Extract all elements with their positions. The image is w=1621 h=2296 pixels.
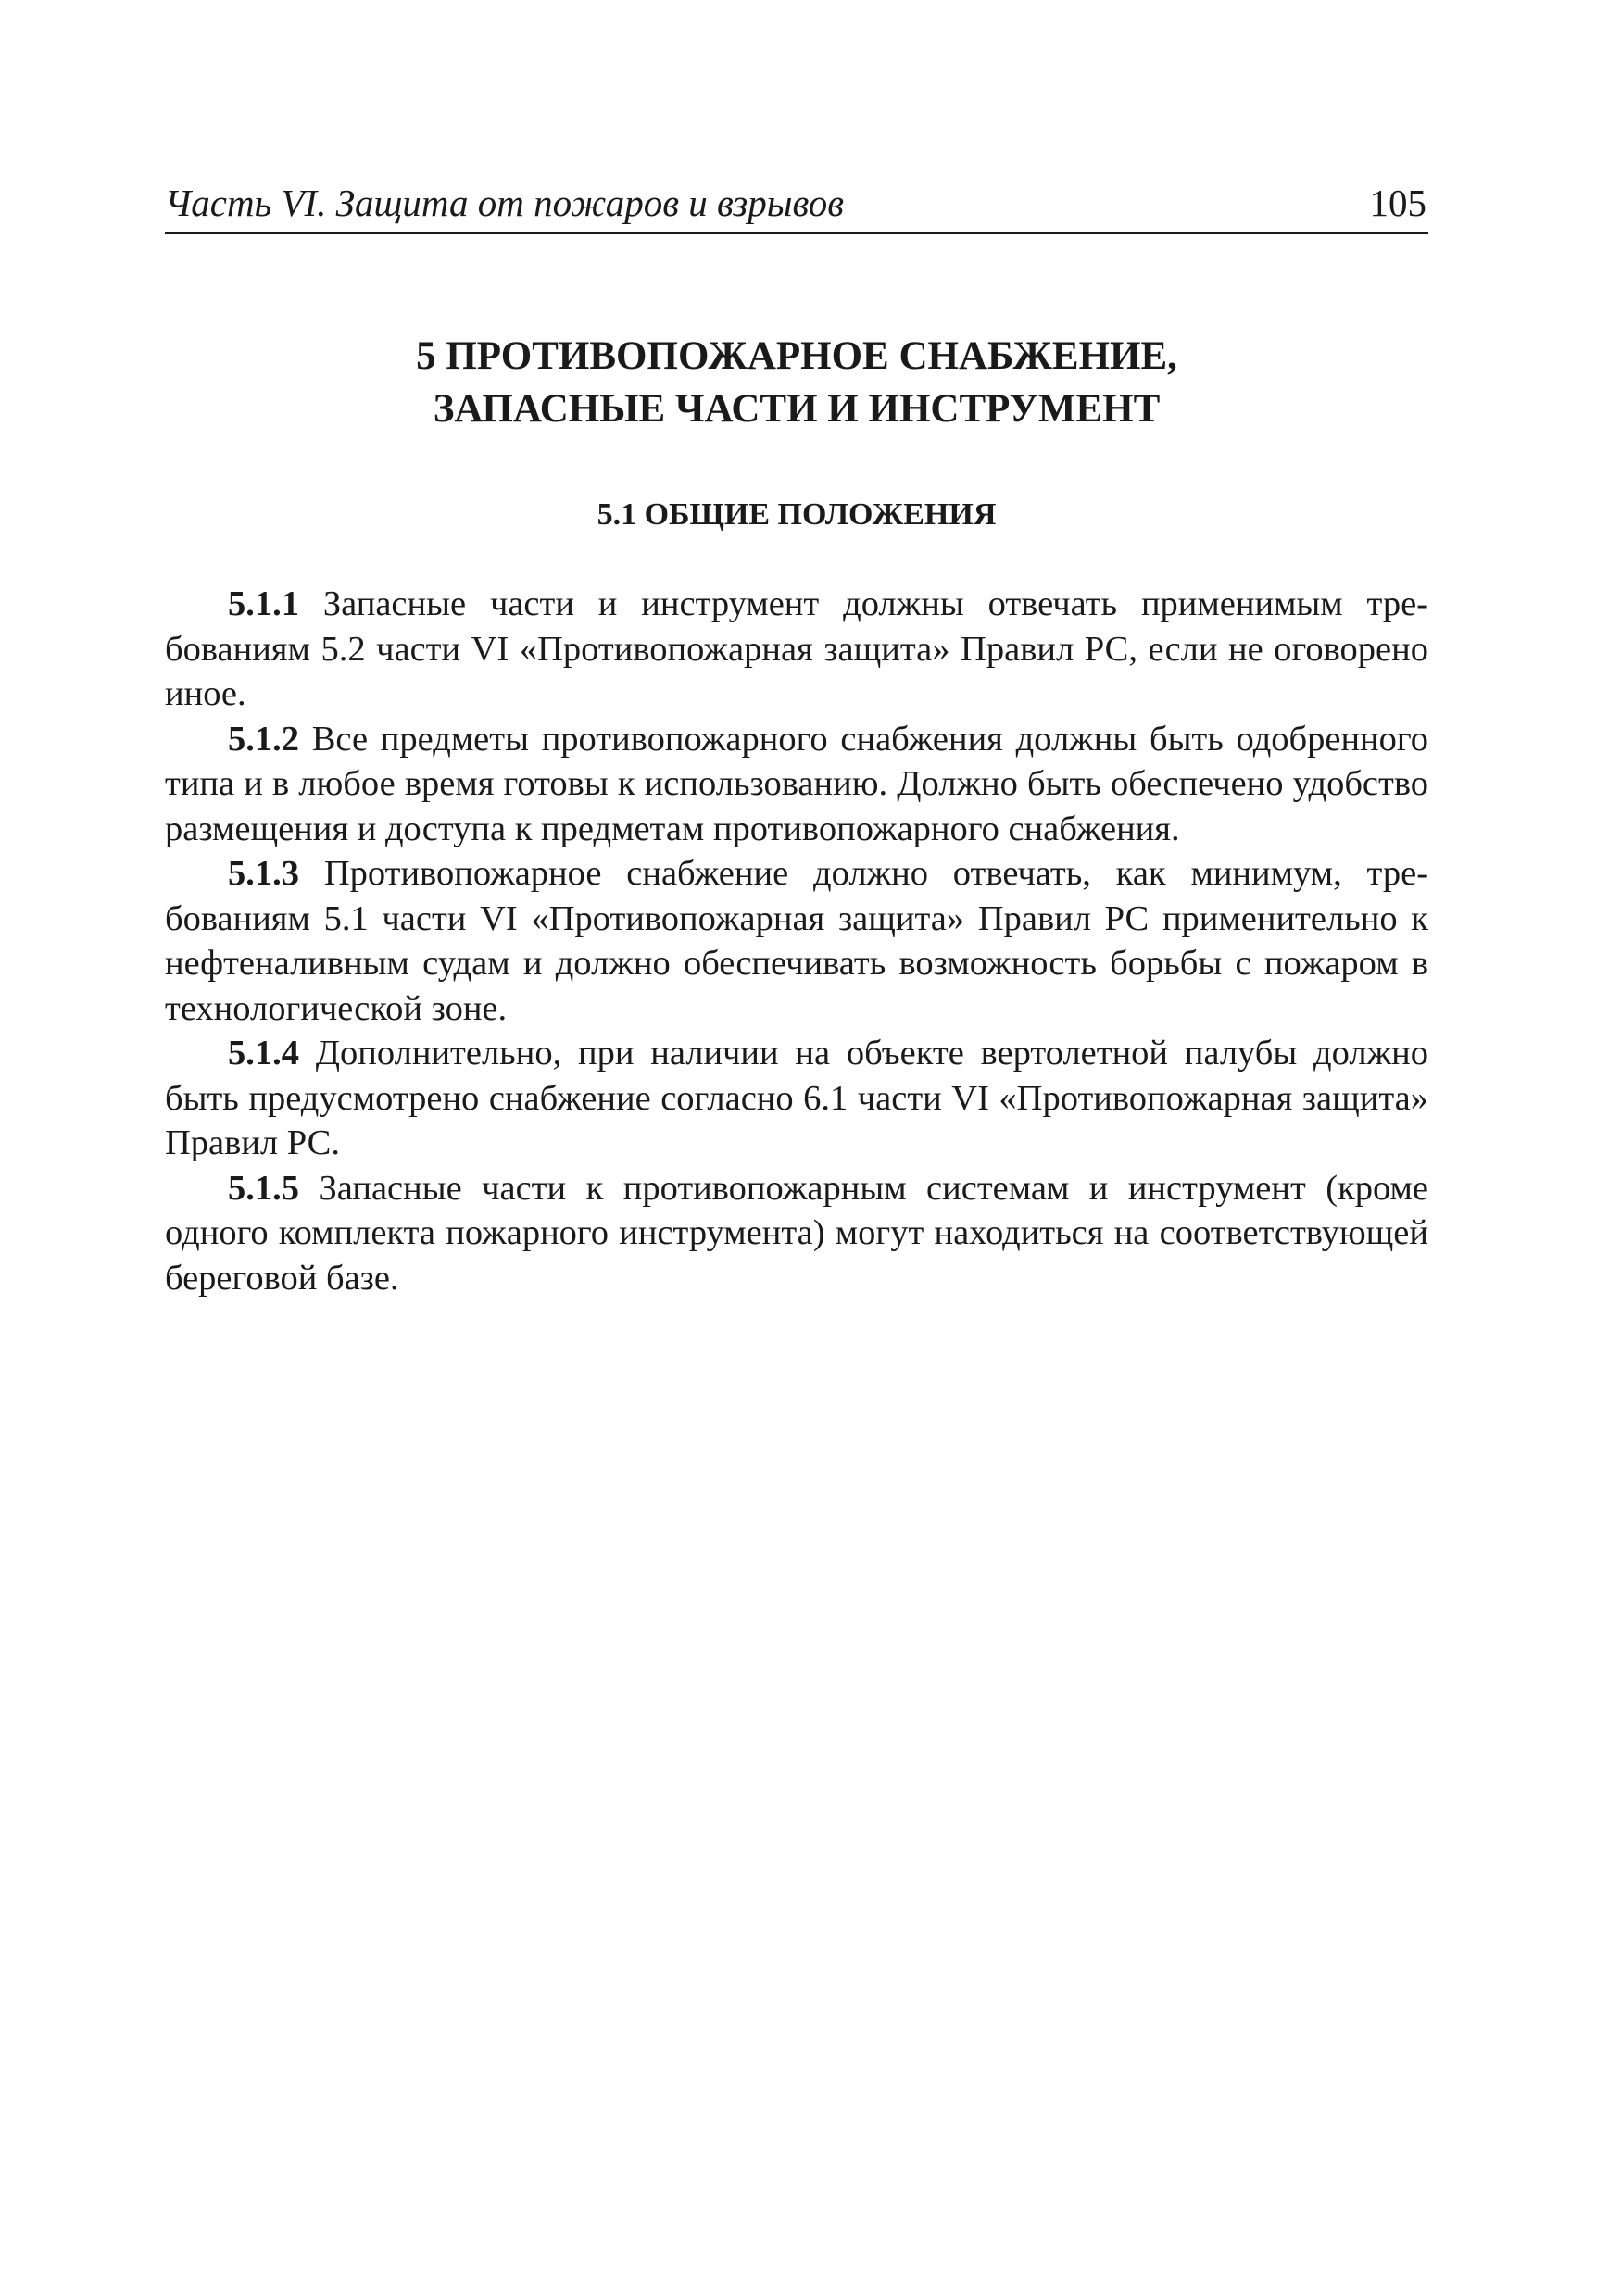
paragraph-text: Запасные части и инструмент должны отвечать применимым требованиям 5.2 части VI «Противопожарная защита» Правил РС, если не оговорено иное.	[165, 584, 1428, 713]
chapter-title-line-2: ЗАПАСНЫЕ ЧАСТИ И ИНСТРУМЕНТ	[433, 387, 1161, 431]
paragraph-number: 5.1.1	[228, 584, 299, 623]
paragraph-5-1-3	[165, 851, 1428, 1031]
running-header	[165, 172, 1428, 234]
paragraph-5-1-5	[165, 1166, 1428, 1301]
chapter-title-line-1: 5 ПРОТИВОПОЖАРНОЕ СНАБЖЕНИЕ,	[416, 334, 1177, 378]
paragraph-5-1-1	[165, 582, 1428, 717]
paragraph-number: 5.1.3	[228, 854, 299, 893]
paragraph-text: Запасные части к противопожарным системам и инструмент (кроме одного комплекта пожарного инструмента) могут находиться на соответствующей береговой базе.	[165, 1168, 1428, 1298]
paragraph-text: Противопожарное снабжение должно отвечать, как минимум, требованиям 5.1 части VI «Противопожарная защита» Правил РС применительно к нефтеналивным судам и должно обеспечивать возможность борьбы с пожаром в технологической зоне.	[165, 854, 1429, 1028]
paragraph-5-1-4	[165, 1031, 1428, 1166]
header-title: Часть VI. Защита от пожаров и взрывов	[165, 182, 845, 224]
paragraph-number: 5.1.2	[228, 719, 299, 759]
paragraph-text: Все предметы противопожарного снабжения должны быть одобренного типа и в любое время готовы к использованию. Должно быть обеспечено удобство размещения и доступа к предметам противопожарного снабжения.	[165, 719, 1428, 848]
section-title: 5.1 ОБЩИЕ ПОЛОЖЕНИЯ	[597, 497, 997, 532]
paragraph-5-1-2	[165, 717, 1428, 852]
page-number: 105	[1369, 182, 1426, 224]
paragraph-text: Дополнительно, при наличии на объекте вертолетной палубы должно быть предусмотрено снабжение согласно 6.1 части VI «Противопожарная защита» Правил РС.	[165, 1034, 1429, 1162]
body-text	[165, 582, 1428, 1300]
paragraph-number: 5.1.5	[228, 1168, 299, 1208]
chapter-title	[165, 330, 1428, 435]
paragraph-number: 5.1.4	[228, 1034, 299, 1073]
